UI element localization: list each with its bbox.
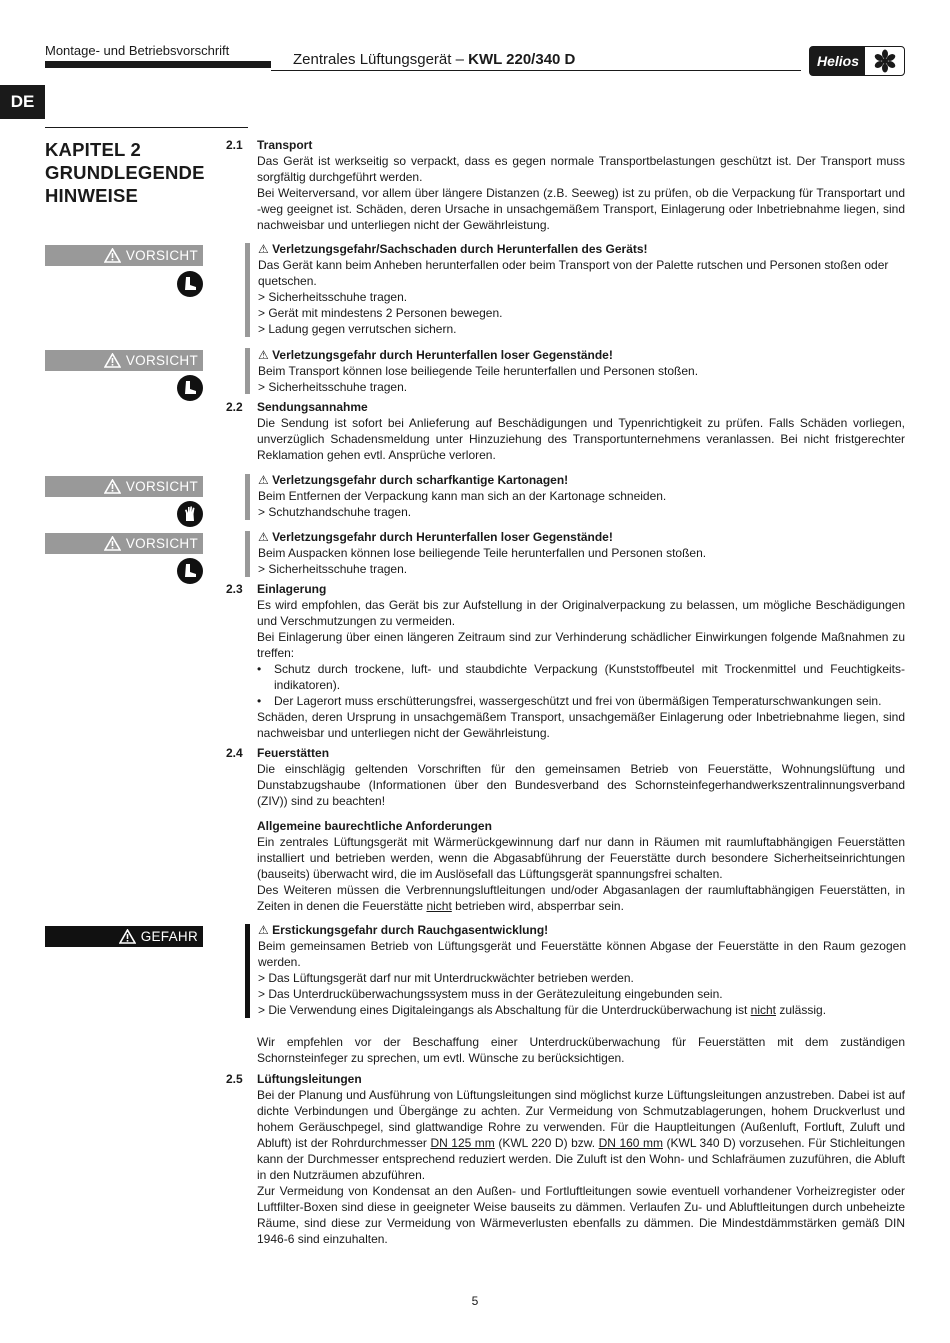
recommendation-text: Wir empfehlen vor der Beschaffung einer Unterdrucküberwachung für Feuerstätten mit dem zuständigen Schornsteinfeger zu sprechen, um evtl. Wünsche zu berücksichtigen. — [257, 1035, 905, 1065]
section-building-requirements: Allgemeine baurechtliche Anforderungen Ein zentrales Lüftungsgerät mit Wärmerückgewinnung darf nur dann in Räumen mit raumluftabhängigen Feuerstätten installiert und betrieben werden, wenn die Abgasabführung der Feuerstätte durch besondere Sicherheitseinrichtungen (bauseits) überwacht wird, die im Auslösefall das Lüftungsgerät spannungsfrei schalten. Des Weiteren müssen die Verbrennungsluftleitungen und/oder Abgasanlagen der raumluftabhängigen Feuerstätten, in Zeiten in denen die Feuerstätte nicht betrieben wird, absperrbar sein. — [257, 819, 905, 913]
safety-boot-icon — [177, 558, 203, 584]
safety-boot-icon — [177, 271, 203, 297]
safety-glove-icon — [177, 501, 203, 527]
danger-label: GEFAHR — [45, 926, 203, 947]
fan-icon — [865, 49, 904, 73]
list-item: • Schutz durch trockene, luft- und staubdichte Verpackung (Kunststoffbeutel mit Trockenmittel und Feuchtigkeits-indikatoren). — [257, 662, 905, 692]
section-number: 2.1 — [226, 138, 243, 152]
caution-label: VORSICHT — [45, 476, 203, 497]
warning-loose-parts-unpacking: ⚠ Verletzungsgefahr durch Herunterfallen loser Gegenstände! Beim Auspacken können lose beiliegende Teile herunterfallen und Personen stoßen. > Sicherheitsschuhe tragen. — [258, 530, 707, 576]
safety-boot-icon — [177, 375, 203, 401]
warning-triangle-icon — [119, 929, 136, 944]
header-rule — [271, 70, 801, 71]
section-ventilation-ducts: Lüftungsleitungen Bei der Planung und Ausführung von Lüftungsleitungen sind möglichst kurze Lüftungsleitungen anzustreben. Dabei ist auf dichte Verbindungen und Übergänge zu achten. Zur Vermeidung von Schmutzablagerungen, hohem Druckverlust und hohem Geräuschpegel, sind glattwandige Rohre zu verwenden. Für die Hauptleitungen (Außenluft, Fortluft, Zuluft und Abluft) ist der Rohrdurchmesser DN 125 mm (KWL 220 D) bzw. DN 160 mm (KWL 340 D) vorzusehen. Für Stichleitungen kann der Durchmesser entsprechend reduziert werden. Die Zuluft ist den Wohn- und Schlafräumen zuzuführen, die Abluft in den Nutzräumen abzuführen. Zur Vermeidung von Kondensat an den Außen- und Fortluftleitungen sowie eventuell vorhandener Vorheizregister oder Luftfilter-Boxen sind diese in geeigneter Weise bauseits zu dämmen. Verlaufen Zu- und Abluftleitungen durch unbeheizte Räume, sind diese zur Vermeidung von Wärmeverlusten ebenfalls zu dämmen. Die Mindestdämmstärken gemäß DIN 1946-6 sind einzuhalten. — [257, 1072, 906, 1246]
section-fireplaces: Feuerstätten Die einschlägig geltenden Vorschriften für den gemeinsamen Betrieb von Feuerstätte, Wohnungslüftung und Dunstabzugshaube (Informationen über den Bundesverband des Schornsteinfegerhandwerkszentralinnungsverband (ZIV)) sind zu beachten! — [257, 746, 905, 808]
warning-fall-device: ⚠ Verletzungsgefahr/Sachschaden durch Herunterfallen des Geräts! Das Gerät kann beim Anheben herunterfallen oder beim Transport von der Palette rutschen und Personen stoßen oder quetschen. > Sicherheitsschuhe tragen. > Gerät mit mindestens 2 Personen bewegen. > Ladung gegen verrutschen sichern. — [258, 242, 889, 336]
section-receipt: Sendungsannahme Die Sendung ist sofort bei Anlieferung auf Beschädigungen und Typenrichtigkeit zu prüfen. Falls Schäden vorliegen, unverzüglich Schadensmeldung unter Hinzuziehung des Transportunternehmens veranlassen. Bei nicht fristgerechter Reklamation gehen evtl. Ansprüche verloren. — [257, 400, 905, 462]
caution-label: VORSICHT — [45, 533, 203, 554]
warning-suffocation: ⚠ Erstickungsgefahr durch Rauchgasentwicklung! Beim gemeinsamen Betrieb von Lüftungsgerät und Feuerstätte können Abgase der Feuerstätte in den Raum gezogen werden. > Das Lüftungsgerät darf nur mit Unterdruckwächter betrieben werden. > Das Unterdrucküberwachungssystem muss in der Gerätezuleitung eingebunden sein. > Die Verwendung eines Digitaleingangs als Abschaltung für die Unterdrucküberwachung ist nicht zulässig. — [258, 923, 906, 1017]
document-title: Zentrales Lüftungsgerät – KWL 220/340 D — [293, 51, 576, 68]
section-number: 2.2 — [226, 400, 243, 414]
warning-triangle-icon — [104, 536, 121, 551]
language-tab: DE — [0, 85, 45, 119]
section-storage: Einlagerung Es wird empfohlen, das Gerät bis zur Aufstellung in der Originalverpackung zu belassen, um mögliche Beschädigungen und Verschmutzungen zu vermeiden. Bei Einlagerung über einen längeren Zeitraum sind zur Verhinderung schädlicher Einwirkungen folgende Maßnahmen zu treffen: • Schutz durch trockene, luft- und staubdichte Verpackung (Kunststoffbeutel mit Trockenmittel und Feuchtigkeits-indikatoren). • Der Lagerort muss erschütterungsfrei, wassergeschützt und frei von übermäßigen Temperaturschwankungen sein. Schäden, deren Ursprung in unsachgemäßem Transport, unsachgemäßer Einlagerung oder Inbetriebnahme liegen, sind nachweisbar und unterliegen nicht der Gewährleistung. — [257, 582, 905, 740]
warning-sharp-cardboard: ⚠ Verletzungsgefahr durch scharfkantige Kartonagen! Beim Entfernen der Verpackung kann man sich an der Kartonage schneiden. > Schutzhandschuhe tragen. — [258, 473, 667, 519]
warning-triangle-icon — [104, 479, 121, 494]
chapter-rule — [45, 127, 248, 128]
caution-bar — [245, 474, 250, 520]
section-transport: Transport Das Gerät ist werkseitig so verpackt, dass es gegen normale Transportbelastungen geschützt ist. Der Transport muss sorgfältig durchgeführt werden. Bei Weiterversand, vor allem über längere Distanzen (z.B. Seeweg) ist zu prüfen, ob die Verpackung für Transportart und -weg geeignet ist. Schäden, deren Ursache in unsachgemäßem Transport, Einlagerung oder Inbetriebnahme liegen, sind nachweisbar und unterliegen nicht der Gewährleistung. — [257, 138, 905, 232]
page-number: 5 — [471, 1294, 479, 1308]
list-item: • Der Lagerort muss erschütterungsfrei, wassergeschützt und frei von übermäßigen Temperaturschwankungen sein. — [257, 694, 882, 708]
warning-loose-parts-transport: ⚠ Verletzungsgefahr durch Herunterfallen loser Gegenstände! Beim Transport können lose beiliegende Teile herunterfallen und Personen stoßen. > Sicherheitsschuhe tragen. — [258, 348, 699, 394]
warning-triangle-icon — [104, 248, 121, 263]
section-number: 2.4 — [226, 746, 243, 760]
helios-logo: Helios — [809, 46, 905, 76]
header-bar — [45, 61, 271, 68]
caution-bar — [245, 243, 250, 337]
danger-bar — [245, 924, 250, 1018]
caution-bar — [245, 348, 250, 394]
section-number: 2.3 — [226, 582, 243, 596]
chapter-heading: KAPITEL 2 GRUNDLEGENDE HINWEISE — [45, 139, 205, 206]
caution-bar — [245, 531, 250, 577]
section-number: 2.5 — [226, 1072, 243, 1086]
caution-label: VORSICHT — [45, 245, 203, 266]
document-type: Montage- und Betriebsvorschrift — [45, 43, 230, 58]
caution-label: VORSICHT — [45, 350, 203, 371]
warning-triangle-icon — [104, 353, 121, 368]
